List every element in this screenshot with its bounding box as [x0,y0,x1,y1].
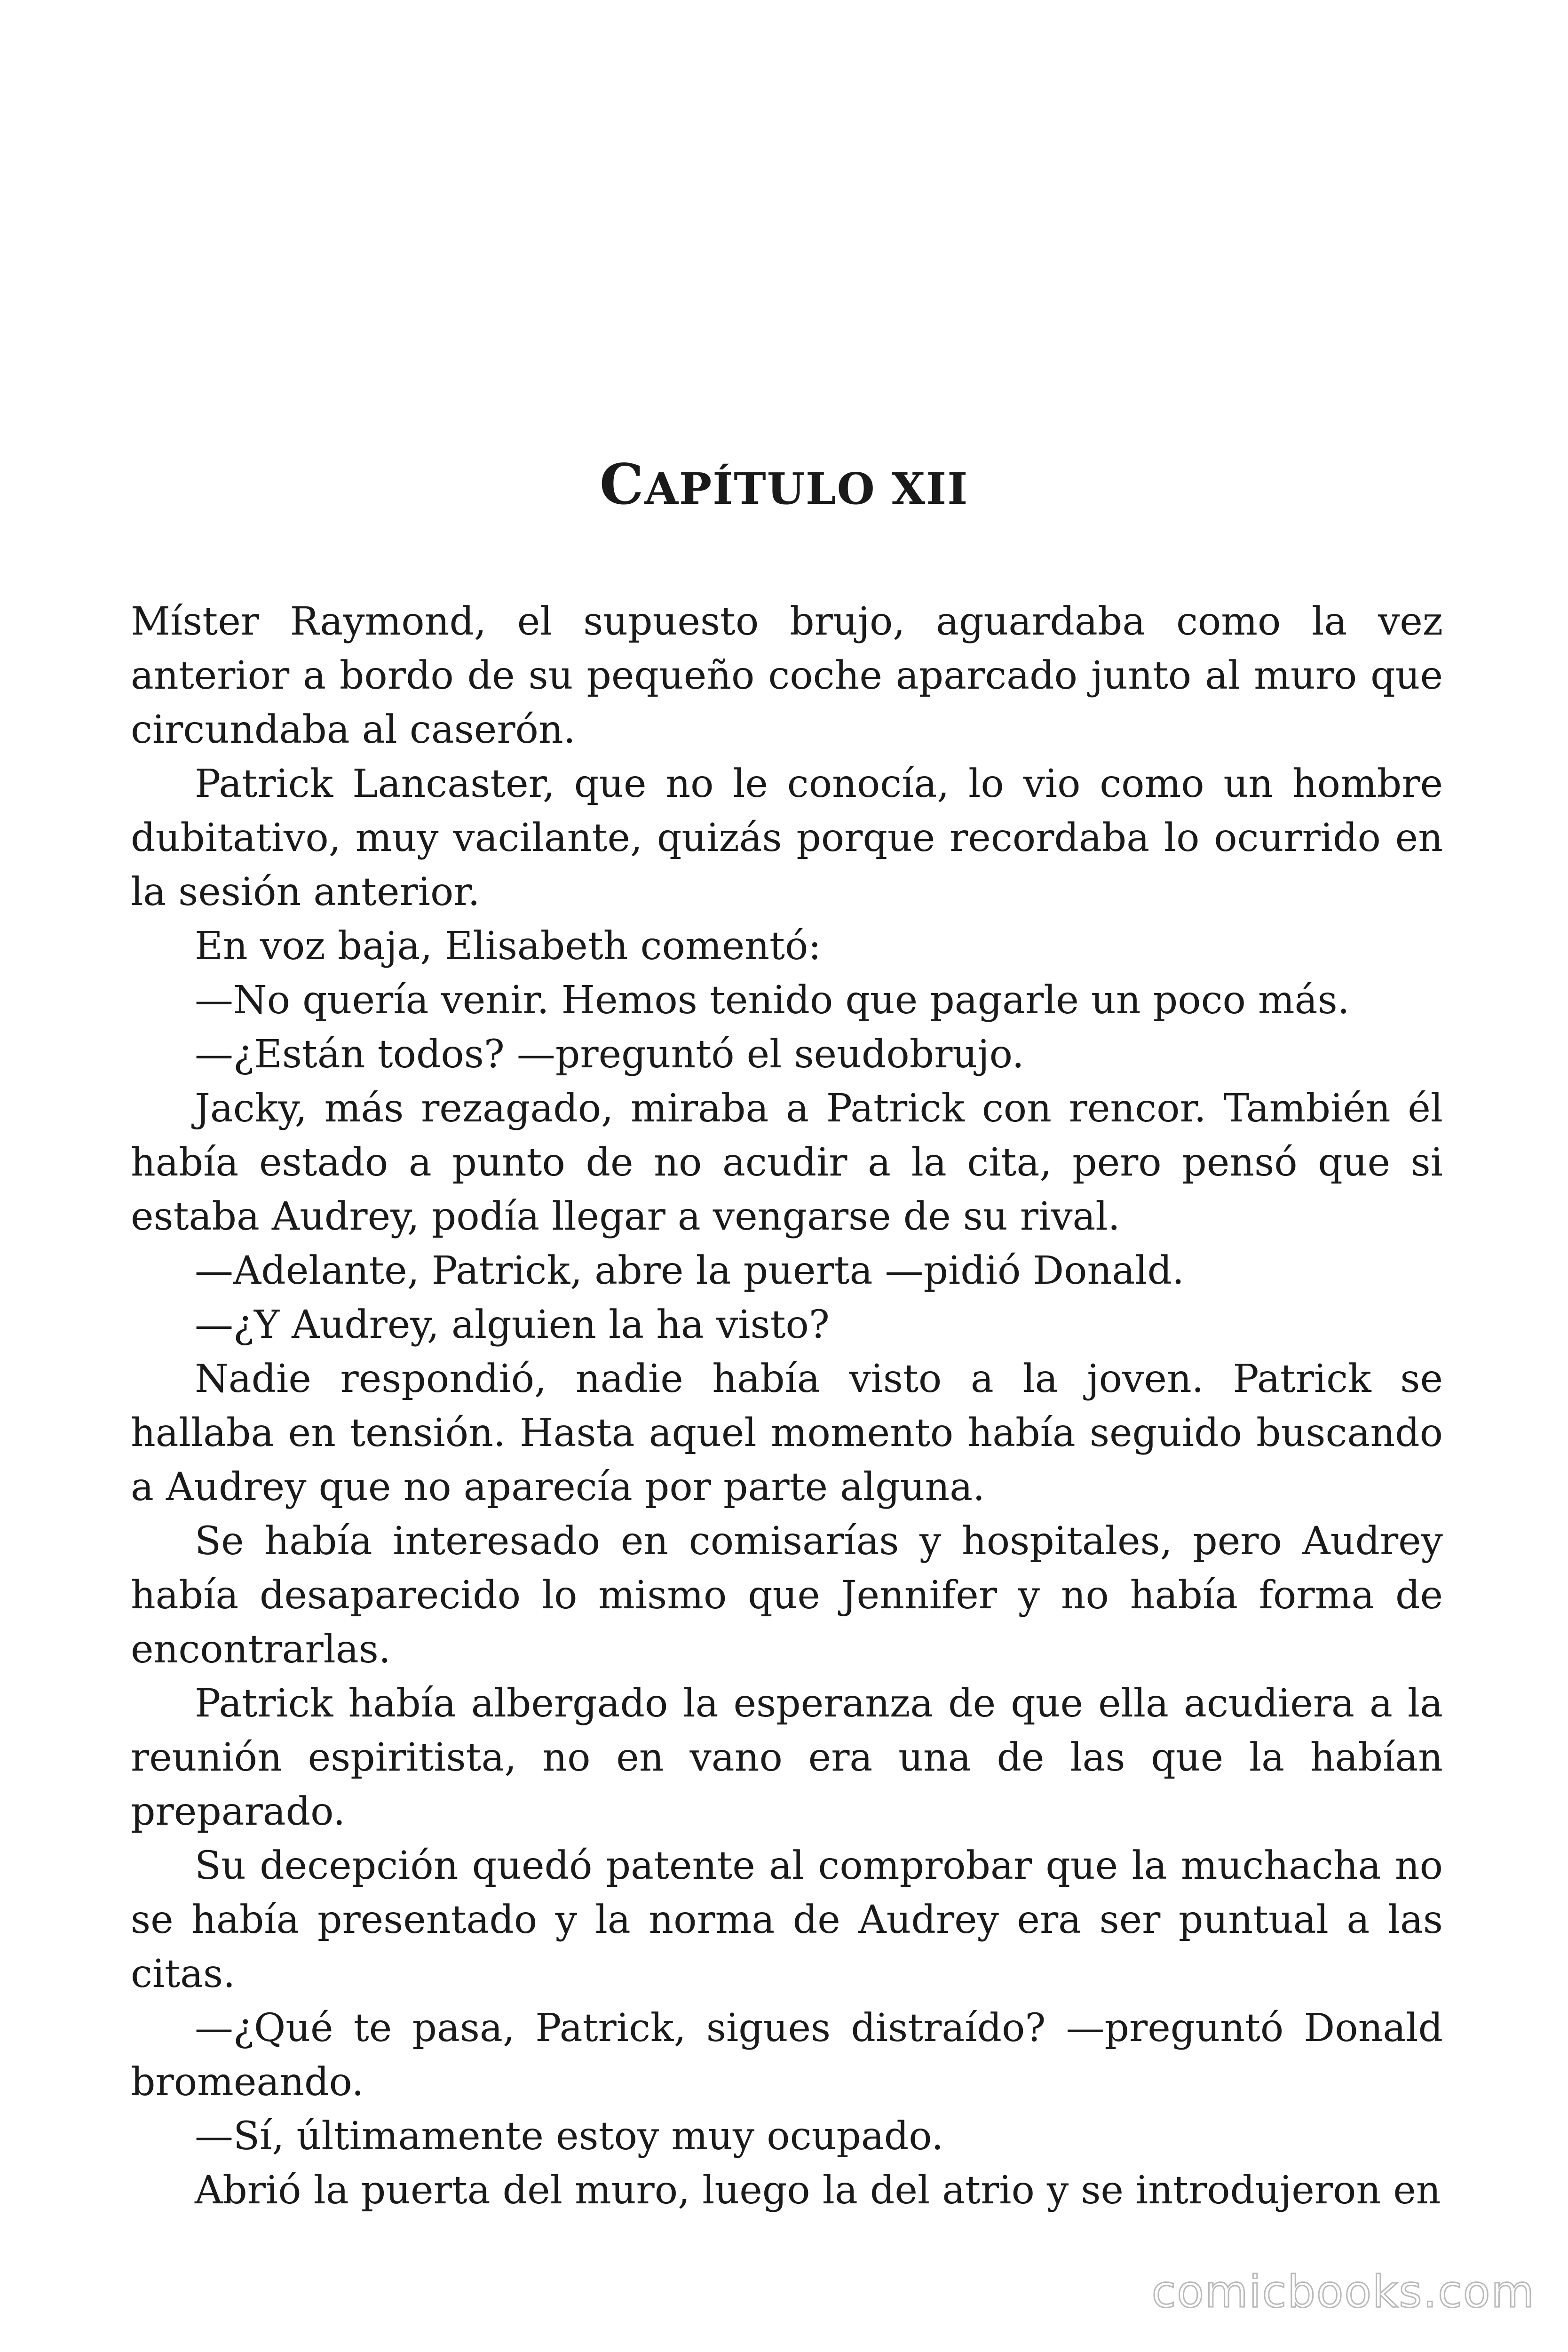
chapter-body [131,595,1443,2217]
dialogue-line: —¿Están todos? —preguntó el seudobrujo. [195,1032,1024,1077]
dialogue-line: —No quería venir. Hemos tenido que pagarle un poco más. [195,978,1350,1023]
dialogue-line: —¿Qué te pasa, Patrick, sigues distraído? —preguntó Donald bromeando. [131,2006,1443,2105]
paragraph: Se había interesado en comisarías y hospitales, pero Audrey había desaparecido lo mismo que Jennifer y no había forma de encontrarlas. [131,1519,1443,1672]
paragraph: Patrick Lancaster, que no le conocía, lo vio como un hombre dubitativo, muy vacilante, quizás porque recordaba lo ocurrido en la sesión anterior. [131,762,1443,914]
dialogue-line: —Sí, últimamente estoy muy ocupado. [195,2114,944,2159]
paragraph: Su decepción quedó patente al comprobar que la muchacha no se había presentado y la norma de Audrey era ser puntual a las citas. [131,1843,1443,1996]
dialogue-line: —¿Y Audrey, alguien la ha visto? [195,1303,830,1347]
paragraph: Míster Raymond, el supuesto brujo, aguardaba como la vez anterior a bordo de su pequeño coche aparcado junto al muro que circundaba al caserón. [131,599,1443,752]
watermark: comicbooks.com [1151,2266,1535,2318]
paragraph: Nadie respondió, nadie había visto a la joven. Patrick se hallaba en tensión. Hasta aquel momento había seguido buscando a Audrey que no aparecía por parte alguna. [131,1357,1443,1510]
dialogue-line: —Adelante, Patrick, abre la puerta —pidió Donald. [195,1248,1185,1293]
paragraph: Patrick había albergado la esperanza de que ella acudiera a la reunión espiritista, no en vano era una de las que la habían preparado. [131,1681,1443,1834]
chapter-title-initial: C [599,452,645,517]
paragraph: Abrió la puerta del muro, luego la del atrio y se introdujeron en [195,2168,1441,2213]
chapter-title-rest: APÍTULO XII [644,463,969,514]
chapter-title [0,452,1568,517]
paragraph: En voz baja, Elisabeth comentó: [195,924,821,969]
paragraph: Jacky, más rezagado, miraba a Patrick con rencor. También él había estado a punto de no acudir a la cita, pero pensó que si estaba Audrey, podía llegar a vengarse de su rival. [131,1086,1443,1239]
